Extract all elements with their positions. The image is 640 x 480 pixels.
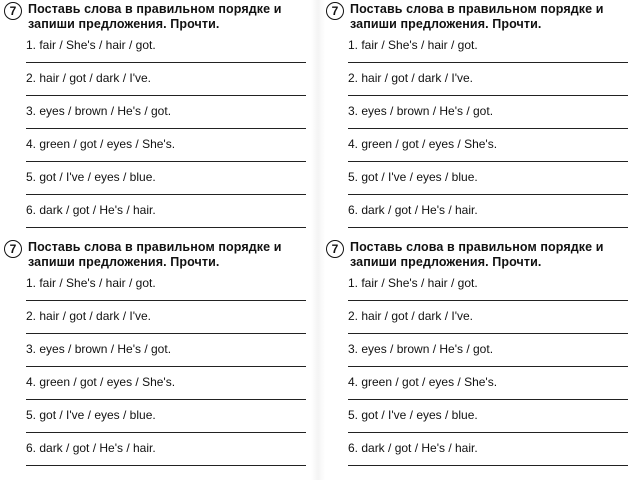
exercise-item	[4, 336, 308, 369]
exercise-instruction: Поставь слова в правильном порядке и запиши предложения. Прочти.	[28, 240, 282, 269]
scrambled-sentence: 1. fair / She's / hair / got.	[348, 38, 478, 52]
scrambled-sentence: 1. fair / She's / hair / got.	[26, 276, 156, 290]
exercise-item	[326, 164, 630, 197]
scrambled-sentence: 2. hair / got / dark / I've.	[26, 309, 152, 323]
scrambled-sentence: 6. dark / got / He's / hair.	[26, 441, 156, 455]
scrambled-sentence: 4. green / got / eyes / She's.	[26, 137, 176, 151]
scrambled-sentence: 5. got / I've / eyes / blue.	[348, 170, 478, 184]
answer-line[interactable]	[348, 300, 628, 301]
worksheet-copy	[4, 240, 308, 476]
scrambled-sentence: 2. hair / got / dark / I've.	[348, 71, 474, 85]
answer-line[interactable]	[348, 194, 628, 195]
answer-line[interactable]	[348, 399, 628, 400]
exercise-item	[4, 98, 308, 131]
answer-line[interactable]	[26, 333, 306, 334]
scrambled-sentence: 4. green / got / eyes / She's.	[26, 375, 176, 389]
exercise-instruction: Поставь слова в правильном порядке и запиши предложения. Прочти.	[350, 2, 604, 31]
scrambled-sentence: 4. green / got / eyes / She's.	[348, 137, 498, 151]
scrambled-sentence: 1. fair / She's / hair / got.	[348, 276, 478, 290]
exercise-item	[4, 131, 308, 164]
answer-line[interactable]	[26, 95, 306, 96]
exercise-instruction: Поставь слова в правильном порядке и запиши предложения. Прочти.	[28, 2, 282, 31]
exercise-item	[4, 65, 308, 98]
scrambled-sentence: 3. eyes / brown / He's / got.	[26, 342, 172, 356]
answer-line[interactable]	[26, 128, 306, 129]
answer-line[interactable]	[348, 366, 628, 367]
answer-line[interactable]	[26, 399, 306, 400]
answer-line[interactable]	[26, 62, 306, 63]
exercise-item	[4, 369, 308, 402]
answer-line[interactable]	[348, 62, 628, 63]
answer-line[interactable]	[26, 432, 306, 433]
answer-line[interactable]	[26, 465, 306, 466]
answer-line[interactable]	[348, 161, 628, 162]
exercise-item	[326, 270, 630, 303]
answer-line[interactable]	[348, 95, 628, 96]
scrambled-sentence: 6. dark / got / He's / hair.	[348, 441, 478, 455]
exercise-item	[4, 197, 308, 230]
exercise-number-badge: 7	[4, 2, 22, 20]
scrambled-sentence: 6. dark / got / He's / hair.	[26, 203, 156, 217]
worksheet-copy	[326, 240, 630, 476]
exercise-item	[326, 402, 630, 435]
exercise-number-badge: 7	[4, 240, 22, 258]
answer-line[interactable]	[348, 432, 628, 433]
scrambled-sentence: 3. eyes / brown / He's / got.	[348, 104, 494, 118]
exercise-header	[4, 2, 308, 32]
worksheet-copy	[4, 2, 308, 238]
page-gutter	[311, 0, 325, 480]
answer-line[interactable]	[26, 161, 306, 162]
scrambled-sentence: 1. fair / She's / hair / got.	[26, 38, 156, 52]
exercise-number-badge: 7	[326, 2, 344, 20]
exercise-item	[4, 32, 308, 65]
exercise-item	[326, 336, 630, 369]
exercise-item	[326, 131, 630, 164]
answer-line[interactable]	[26, 194, 306, 195]
answer-line[interactable]	[26, 300, 306, 301]
exercise-item	[326, 197, 630, 230]
exercise-item	[4, 435, 308, 468]
answer-line[interactable]	[348, 227, 628, 228]
exercise-item	[326, 369, 630, 402]
answer-line[interactable]	[348, 465, 628, 466]
exercise-number-badge: 7	[326, 240, 344, 258]
exercise-instruction: Поставь слова в правильном порядке и запиши предложения. Прочти.	[350, 240, 604, 269]
exercise-header	[326, 240, 630, 270]
answer-line[interactable]	[348, 128, 628, 129]
scrambled-sentence: 2. hair / got / dark / I've.	[26, 71, 152, 85]
exercise-item	[4, 402, 308, 435]
scrambled-sentence: 5. got / I've / eyes / blue.	[348, 408, 478, 422]
scrambled-sentence: 4. green / got / eyes / She's.	[348, 375, 498, 389]
exercise-header	[326, 2, 630, 32]
exercise-item	[4, 270, 308, 303]
scrambled-sentence: 6. dark / got / He's / hair.	[348, 203, 478, 217]
answer-line[interactable]	[348, 333, 628, 334]
exercise-item	[326, 65, 630, 98]
scrambled-sentence: 5. got / I've / eyes / blue.	[26, 170, 156, 184]
exercise-item	[326, 303, 630, 336]
exercise-item	[326, 435, 630, 468]
exercise-item	[326, 32, 630, 65]
exercise-header	[4, 240, 308, 270]
answer-line[interactable]	[26, 366, 306, 367]
answer-line[interactable]	[26, 227, 306, 228]
scrambled-sentence: 5. got / I've / eyes / blue.	[26, 408, 156, 422]
exercise-item	[4, 303, 308, 336]
exercise-item	[326, 98, 630, 131]
exercise-item	[4, 164, 308, 197]
scrambled-sentence: 2. hair / got / dark / I've.	[348, 309, 474, 323]
scrambled-sentence: 3. eyes / brown / He's / got.	[348, 342, 494, 356]
worksheet-copy	[326, 2, 630, 238]
scrambled-sentence: 3. eyes / brown / He's / got.	[26, 104, 172, 118]
